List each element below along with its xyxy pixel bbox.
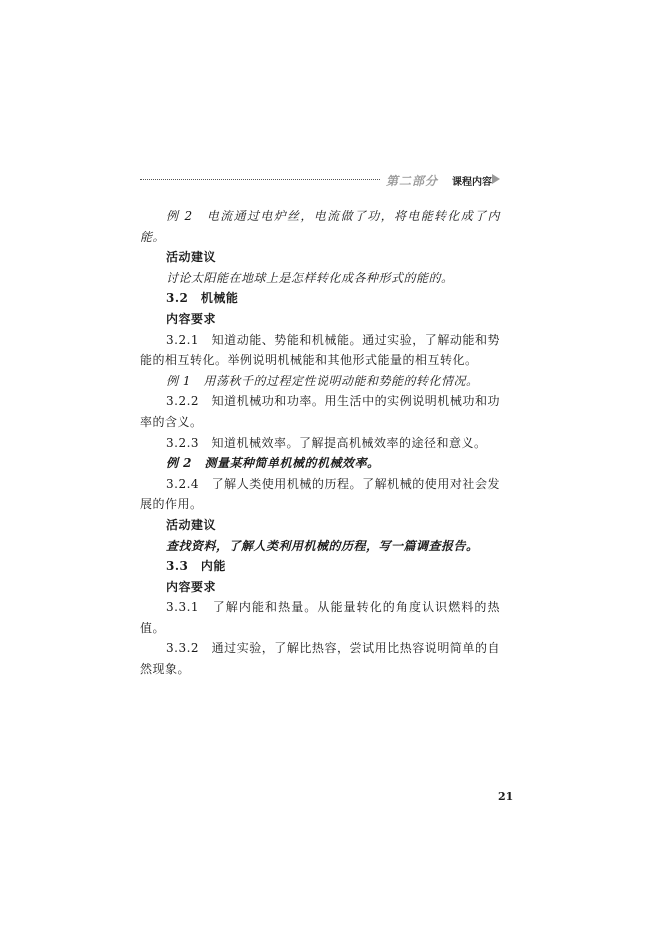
page-number: 21 [498,790,514,803]
activity-text: 查找资料，了解人类利用机械的历程，写一篇调查报告。 [166,538,479,553]
activity-heading: 活动建议 [166,250,217,265]
example-paragraph: 例 2 电流通过电炉丝，电流做了功，将电能转化成了内能。 [140,209,500,244]
content-requirements-heading: 内容要求 [166,579,217,594]
body-paragraph: 3.2.3 知道机械效率。了解提高机械效率的途径和意义。 [166,435,487,450]
body-paragraph: 3.2.1 知道动能、势能和机械能。通过实验，了解动能和势能的相互转化。举例说明机械能和其他形式能量的相互转化。 [140,332,500,368]
header-part-title: 第二部分 [386,174,439,188]
body-paragraph: 3.3.1 了解内能和热量。从能量转化的角度认识燃料的热值。 [140,600,500,635]
body-paragraph: 3.2.2 知道机械功和功率。用生活中的实例说明机械功和功率的含义。 [140,394,500,429]
header-dotted-rule [140,179,380,180]
section-heading: 3.2 机械能 [166,291,239,306]
header-section-title: 课程内容 [452,177,492,188]
example-paragraph: 例 2 测量某种简单机械的机械效率。 [166,456,380,471]
activity-heading: 活动建议 [166,517,217,532]
body-paragraph: 3.3.2 通过实验，了解比热容，尝试用比热容说明简单的自然现象。 [140,641,500,677]
page-body [140,206,500,680]
example-paragraph: 例 1 用荡秋千的过程定性说明动能和势能的转化情况。 [166,373,479,388]
content-requirements-heading: 内容要求 [166,311,217,326]
activity-text: 讨论太阳能在地球上是怎样转化成各种形式的能的。 [166,270,454,285]
body-paragraph: 3.2.4 了解人类使用机械的历程。了解机械的使用对社会发展的作用。 [140,476,500,512]
running-header [140,172,500,188]
section-heading: 3.3 内能 [166,559,226,574]
header-triangle-icon [492,174,500,184]
